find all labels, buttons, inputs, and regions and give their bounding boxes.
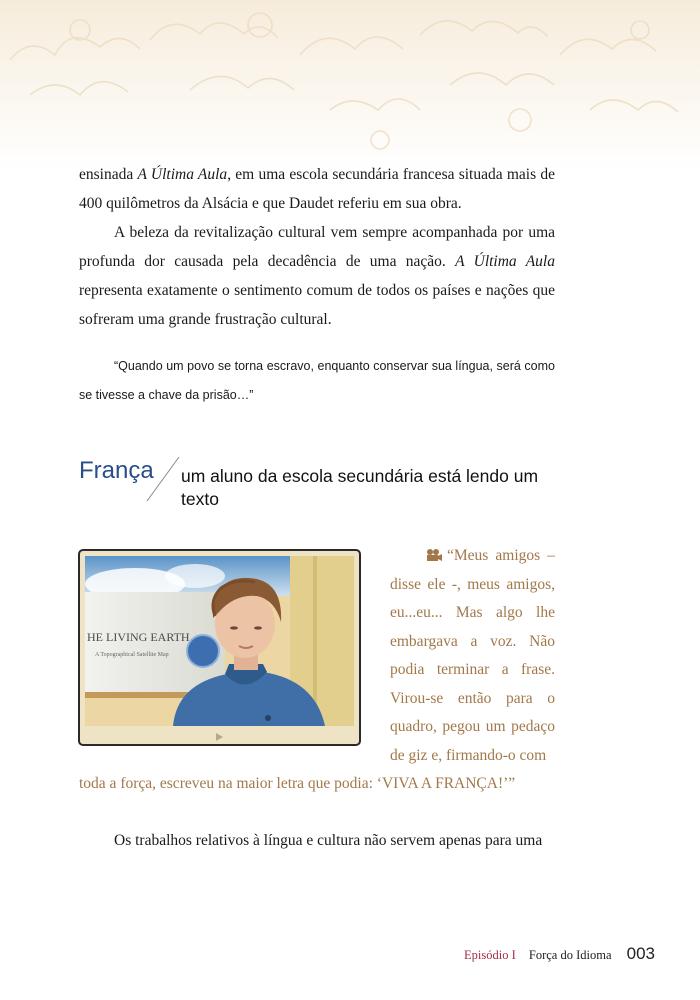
- board-text-2: A Topographical Satellite Map: [95, 652, 169, 658]
- page-number: 003: [626, 944, 655, 963]
- book-title-italic: A Última Aula: [137, 166, 228, 183]
- video-player[interactable]: [78, 549, 361, 746]
- story-tail: toda a força, escreveu na maior letra que podia: ‘VIVA A FRANÇA!’”: [79, 775, 516, 792]
- story-excerpt: [390, 542, 555, 770]
- film-camera-icon: [426, 548, 443, 562]
- paragraph-1: [79, 160, 555, 218]
- country-label: França: [79, 457, 154, 484]
- paragraph-3: Os trabalhos relativos à língua e cultura não servem apenas para uma: [114, 832, 543, 849]
- play-icon[interactable]: [216, 733, 223, 741]
- story-side-text: “Meus amigos – disse ele -, meus amigos, eu...eu... Mas algo lhe embargava a voz. Não podia terminar a frase. Virou-se então para o quadro, pegou um pedaço de giz e, firmando-o com: [390, 547, 555, 764]
- page-footer: [464, 944, 655, 964]
- chapter-label: Força do Idioma: [528, 948, 612, 962]
- section-caption: um aluno da escola secundária está lendo um texto: [181, 466, 539, 509]
- slash-divider: [141, 455, 181, 505]
- paragraph-2-text-b: representa exatamente o sentimento comum de todos os países e nações que sofreram uma grande frustração cultural.: [79, 282, 555, 328]
- book-title-italic: A Última Aula: [455, 253, 555, 270]
- paragraph-2: [79, 218, 555, 334]
- paragraph-1-text-b: , em uma escola secundária francesa situada mais de 400 quilômetros da Alsácia e que Daudet referiu em sua obra.: [79, 166, 555, 212]
- paragraph-1-text-a: ensinada: [79, 166, 138, 183]
- video-thumbnail: [85, 556, 354, 726]
- quote: “Quando um povo se torna escravo, enquanto conservar sua língua, será como se tivesse a chave da prisão…”: [79, 359, 555, 402]
- paragraph-2-text-a: A beleza da revitalização cultural vem sempre acompanhada por uma profunda dor causada pela decadência de uma nação.: [79, 224, 555, 270]
- board-text-1: HE LIVING EARTH: [87, 630, 190, 644]
- episode-label: Episódio I: [464, 948, 516, 962]
- section-heading: [79, 455, 569, 515]
- cloud-pattern-background: [0, 0, 700, 170]
